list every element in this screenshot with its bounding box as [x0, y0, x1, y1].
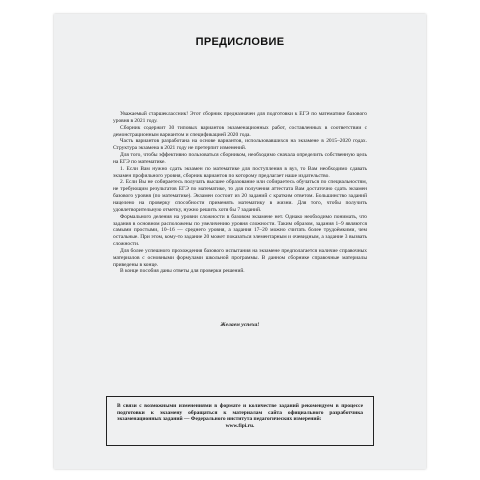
- notice-url: www.fipi.ru.: [225, 422, 255, 429]
- paragraph-answers: В конце пособия даны ответы для проверки решений.: [120, 268, 245, 275]
- page-title: ПРЕДИСЛОВИЕ: [195, 36, 285, 48]
- paragraph-contents: Сборник содержит 30 типовых вариантов экзаменационных работ, составленных в соответствии с демонстрационным вариантом и спецификацией 2020 года.: [113, 124, 367, 138]
- paragraph-base-level: 2. Если Вы не собираетесь получать высшее образование или собираетесь обучаться по специальностям, не требующим результатов ЕГЭ по математике, то для получения аттестата Вам достаточно сдать экзамен базового уровня (по математике). Экзамен состоит из 20 заданий с кратким ответом. Большинство заданий нацелено на проверку способности применять математику в жизни. Для того, чтобы получить удовлетворительную отметку, нужно решить хотя бы 7 заданий.: [113, 179, 367, 213]
- paragraph-greeting: Уважаемый старшеклассник! Этот сборник предназначен для подготовки к ЕГЭ по математике базового уровня в 2021 году.: [113, 111, 367, 124]
- preface-body: [113, 111, 367, 275]
- notice-text: В связи с возможными изменениями в формате и количестве заданий рекомендуем в процессе подготовки к экзамену обращаться к материалам сайта официального разработчика экзаменационных заданий — Федерального института педагогических измерений:: [117, 403, 363, 423]
- paragraph-profile-level: 1. Если Вам нужно сдать экзамен по математике для поступления в вуз, то Вам необходимо сдавать экзамен профильного уровня, сборник вариантов по которому предлагает наше издательство.: [113, 165, 367, 179]
- closing-wish: Желаем успеха!: [220, 322, 260, 328]
- paragraph-reference: Для более успешного прохождения базового испытания на экзамене предполагается наличие справочных материалов с основными формулами школьной программы. В данном сборнике справочные материалы приведены в конце.: [113, 247, 367, 268]
- paragraph-variants: Часть вариантов разработана на основе вариантов, использовавшихся на экзамене в 2015–2020 годах. Структура экзамена в 2021 году не претерпит изменений.: [113, 138, 367, 152]
- document-page: [54, 14, 426, 469]
- notice-box: [106, 396, 374, 446]
- paragraph-difficulty: Формального деления на уровни сложности в базовом экзамене нет. Однако необходимо понимать, что задания в основном расположены по увеличению уровня сложности. Таким образом, задания 1–9 являются самыми простыми, 10–16 — среднего уровня, а задания 17–20 можно считать более трудоёмкими, чем остальные. При этом, кому-то задание 20 может показаться элементарным и очевидным, а задание 3 вызвать сложности.: [113, 213, 367, 248]
- paragraph-goal: Для того, чтобы эффективно пользоваться сборником, необходимо сначала определить собственную цель на ЕГЭ по математике.: [113, 152, 367, 165]
